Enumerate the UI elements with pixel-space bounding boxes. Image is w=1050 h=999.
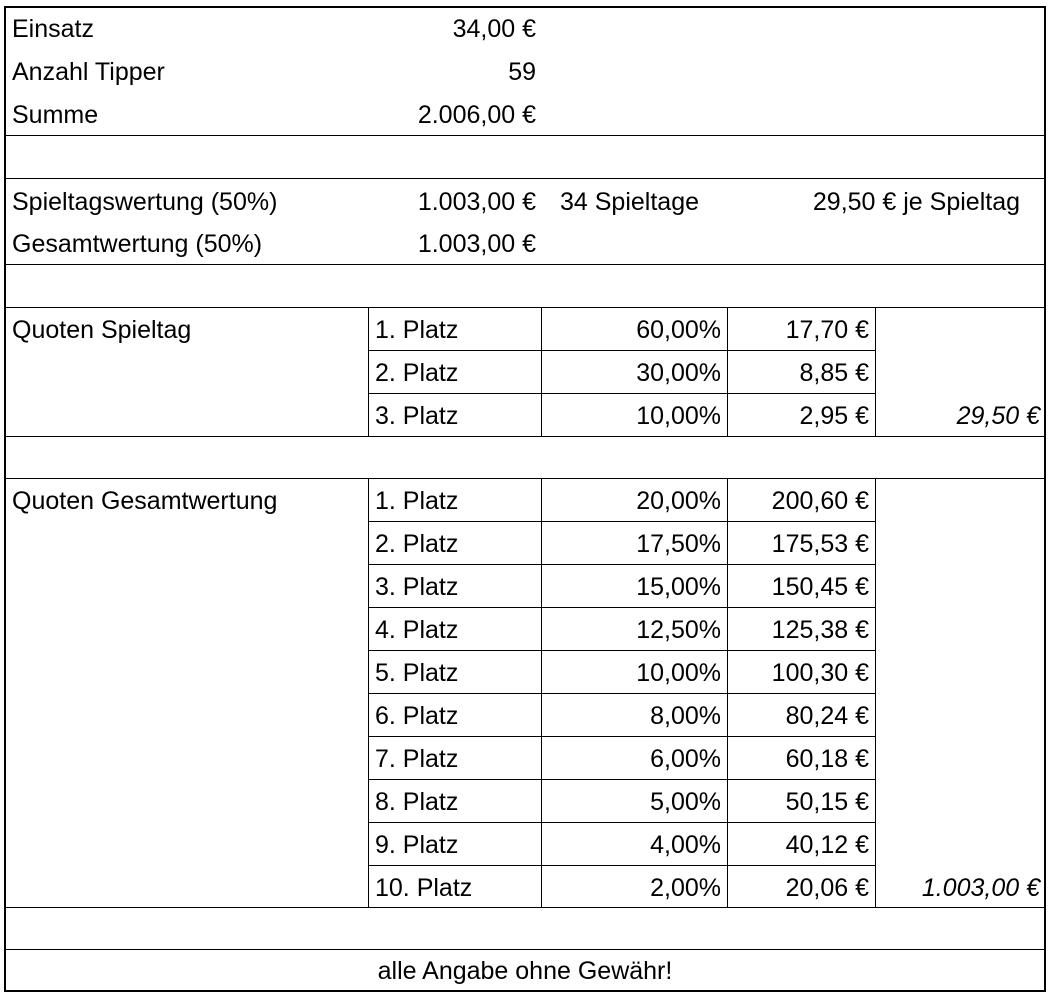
gesamt-pct: 5,00% (650, 788, 721, 816)
spieltag-place: 2. Platz (375, 359, 459, 387)
gesamt-pct: 20,00% (636, 487, 721, 515)
gesamt-amount: 50,15 € (785, 788, 869, 816)
divider (6, 135, 1046, 136)
je-spieltag: 29,50 € je Spieltag (812, 188, 1020, 216)
gesamt-amount: 80,24 € (785, 702, 869, 730)
divider (6, 478, 1046, 479)
gesamtwertung-label: Gesamtwertung (50%) (12, 230, 263, 258)
gesamt-pct: 15,00% (636, 573, 721, 601)
divider (6, 907, 1046, 908)
gesamt-pct: 8,00% (650, 702, 721, 730)
gesamt-place: 1. Platz (375, 487, 459, 515)
summe-label: Summe (12, 101, 99, 129)
spieltag-amount: 17,70 € (785, 316, 869, 344)
divider (6, 178, 1046, 179)
gesamt-amount: 200,60 € (771, 487, 869, 515)
einsatz-label: Einsatz (12, 15, 94, 43)
tipper-value: 59 (508, 58, 536, 86)
gesamt-pct: 2,00% (650, 874, 721, 902)
gesamt-amount: 125,38 € (771, 616, 869, 644)
gesamt-pct: 4,00% (650, 831, 721, 859)
spieltagswertung-label: Spieltagswertung (50%) (12, 188, 278, 216)
gesamt-place: 3. Platz (375, 573, 459, 601)
quoten-gesamt-label: Quoten Gesamtwertung (12, 487, 278, 515)
gesamt-pct: 17,50% (636, 530, 721, 558)
gesamt-pct: 10,00% (636, 659, 721, 687)
quoten-spieltag-label: Quoten Spieltag (12, 316, 192, 344)
gesamt-place: 5. Platz (375, 659, 459, 687)
spieltag-amount: 2,95 € (799, 402, 869, 430)
gesamt-amount: 175,53 € (771, 530, 869, 558)
spieltag-total: 29,50 € (956, 402, 1040, 430)
divider (6, 436, 1046, 437)
summe-value: 2.006,00 € (417, 101, 536, 129)
gesamt-total: 1.003,00 € (921, 874, 1040, 902)
gesamt-place: 4. Platz (375, 616, 459, 644)
spieltag-place: 3. Platz (375, 402, 459, 430)
spieltage-count: 34 Spieltage (560, 188, 700, 216)
gesamtwertung-value: 1.003,00 € (417, 230, 536, 258)
grid-line (875, 478, 876, 907)
gesamt-pct: 6,00% (650, 745, 721, 773)
tipper-label: Anzahl Tipper (12, 58, 165, 86)
gesamt-amount: 20,06 € (785, 874, 869, 902)
spieltag-pct: 30,00% (636, 359, 721, 387)
spieltag-place: 1. Platz (375, 316, 459, 344)
einsatz-value: 34,00 € (452, 15, 536, 43)
gesamt-amount: 100,30 € (771, 659, 869, 687)
spieltag-amount: 8,85 € (799, 359, 869, 387)
prize-table (4, 6, 1046, 992)
gesamt-pct: 12,50% (636, 616, 721, 644)
divider (6, 264, 1046, 265)
spieltagswertung-value: 1.003,00 € (417, 188, 536, 216)
gesamt-place: 6. Platz (375, 702, 459, 730)
gesamt-place: 10. Platz (375, 874, 473, 902)
disclaimer: alle Angabe ohne Gewähr! (377, 957, 673, 985)
gesamt-amount: 150,45 € (771, 573, 869, 601)
gesamt-place: 7. Platz (375, 745, 459, 773)
gesamt-place: 9. Platz (375, 831, 459, 859)
divider (6, 307, 1046, 308)
gesamt-amount: 40,12 € (785, 831, 869, 859)
spieltag-pct: 60,00% (636, 316, 721, 344)
spieltag-pct: 10,00% (636, 402, 721, 430)
gesamt-place: 8. Platz (375, 788, 459, 816)
gesamt-amount: 60,18 € (785, 745, 869, 773)
gesamt-place: 2. Platz (375, 530, 459, 558)
